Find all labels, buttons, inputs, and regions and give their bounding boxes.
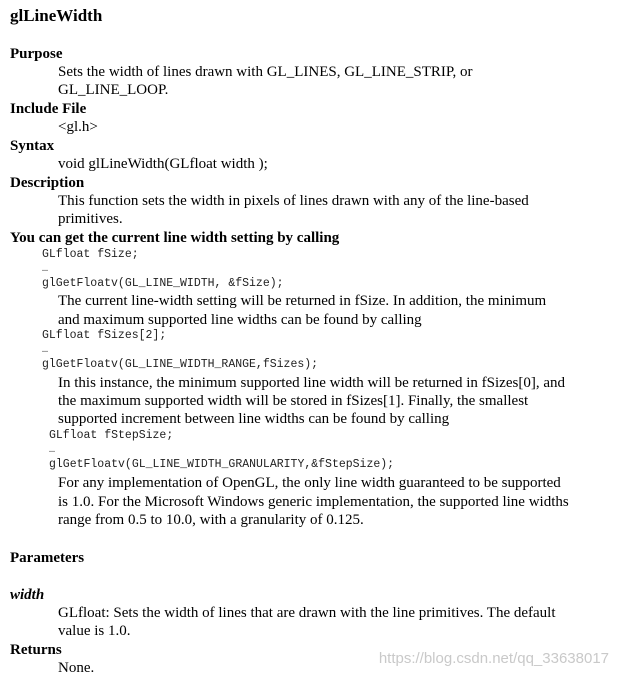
purpose-line: GL_LINE_LOOP.	[58, 82, 169, 98]
code-line: glGetFloatv(GL_LINE_WIDTH_GRANULARITY,&fStepSize);	[49, 458, 395, 471]
parameter-description: value is 1.0.	[58, 623, 131, 639]
code-line: glGetFloatv(GL_LINE_WIDTH, &fSize);	[42, 277, 284, 290]
include-file-heading: Include File	[10, 101, 87, 117]
code-line: GLfloat fSizes[2];	[42, 329, 167, 342]
description-text: For any implementation of OpenGL, the only line width guaranteed to be supported	[58, 475, 561, 491]
description-line: primitives.	[58, 211, 123, 227]
code-line: GLfloat fStepSize;	[49, 429, 174, 442]
description-heading: Description	[10, 175, 85, 191]
description-line: This function sets the width in pixels of lines drawn with any of the line-based	[58, 193, 529, 209]
description-text: The current line-width setting will be returned in fSize. In addition, the minimum	[58, 293, 547, 309]
code-ellipsis: …	[42, 345, 49, 356]
purpose-heading: Purpose	[10, 46, 63, 62]
parameter-description: GLfloat: Sets the width of lines that are drawn with the line primitives. The default	[58, 605, 556, 621]
code-line: GLfloat fSize;	[42, 248, 139, 261]
description-text: In this instance, the minimum supported line width will be returned in fSizes[0], and	[58, 375, 565, 391]
purpose-line: Sets the width of lines drawn with GL_LINES, GL_LINE_STRIP, or	[58, 64, 473, 80]
description-text: is 1.0. For the Microsoft Windows generic implementation, the supported line widths	[58, 494, 569, 510]
description-text: the maximum supported width will be stored in fSizes[1]. Finally, the smallest	[58, 393, 529, 409]
description-text: range from 0.5 to 10.0, with a granularity of 0.125.	[58, 512, 364, 528]
description-subheading: You can get the current line width setting by calling	[10, 230, 340, 246]
syntax-heading: Syntax	[10, 138, 55, 154]
code-ellipsis: …	[42, 264, 49, 275]
description-text: and maximum supported line widths can be found by calling	[58, 312, 422, 328]
watermark-text: https://blog.csdn.net/qq_33638017	[378, 650, 609, 667]
parameters-heading: Parameters	[10, 550, 85, 566]
returns-heading: Returns	[10, 642, 62, 658]
code-ellipsis: …	[49, 445, 56, 456]
include-file-value: <gl.h>	[58, 119, 98, 135]
code-line: glGetFloatv(GL_LINE_WIDTH_RANGE,fSizes);	[42, 358, 319, 371]
returns-value: None.	[58, 660, 95, 676]
description-text: supported increment between line widths can be found by calling	[58, 411, 450, 427]
parameter-name: width	[10, 587, 45, 603]
page-title: glLineWidth	[10, 6, 103, 25]
syntax-value: void glLineWidth(GLfloat width );	[58, 156, 268, 172]
